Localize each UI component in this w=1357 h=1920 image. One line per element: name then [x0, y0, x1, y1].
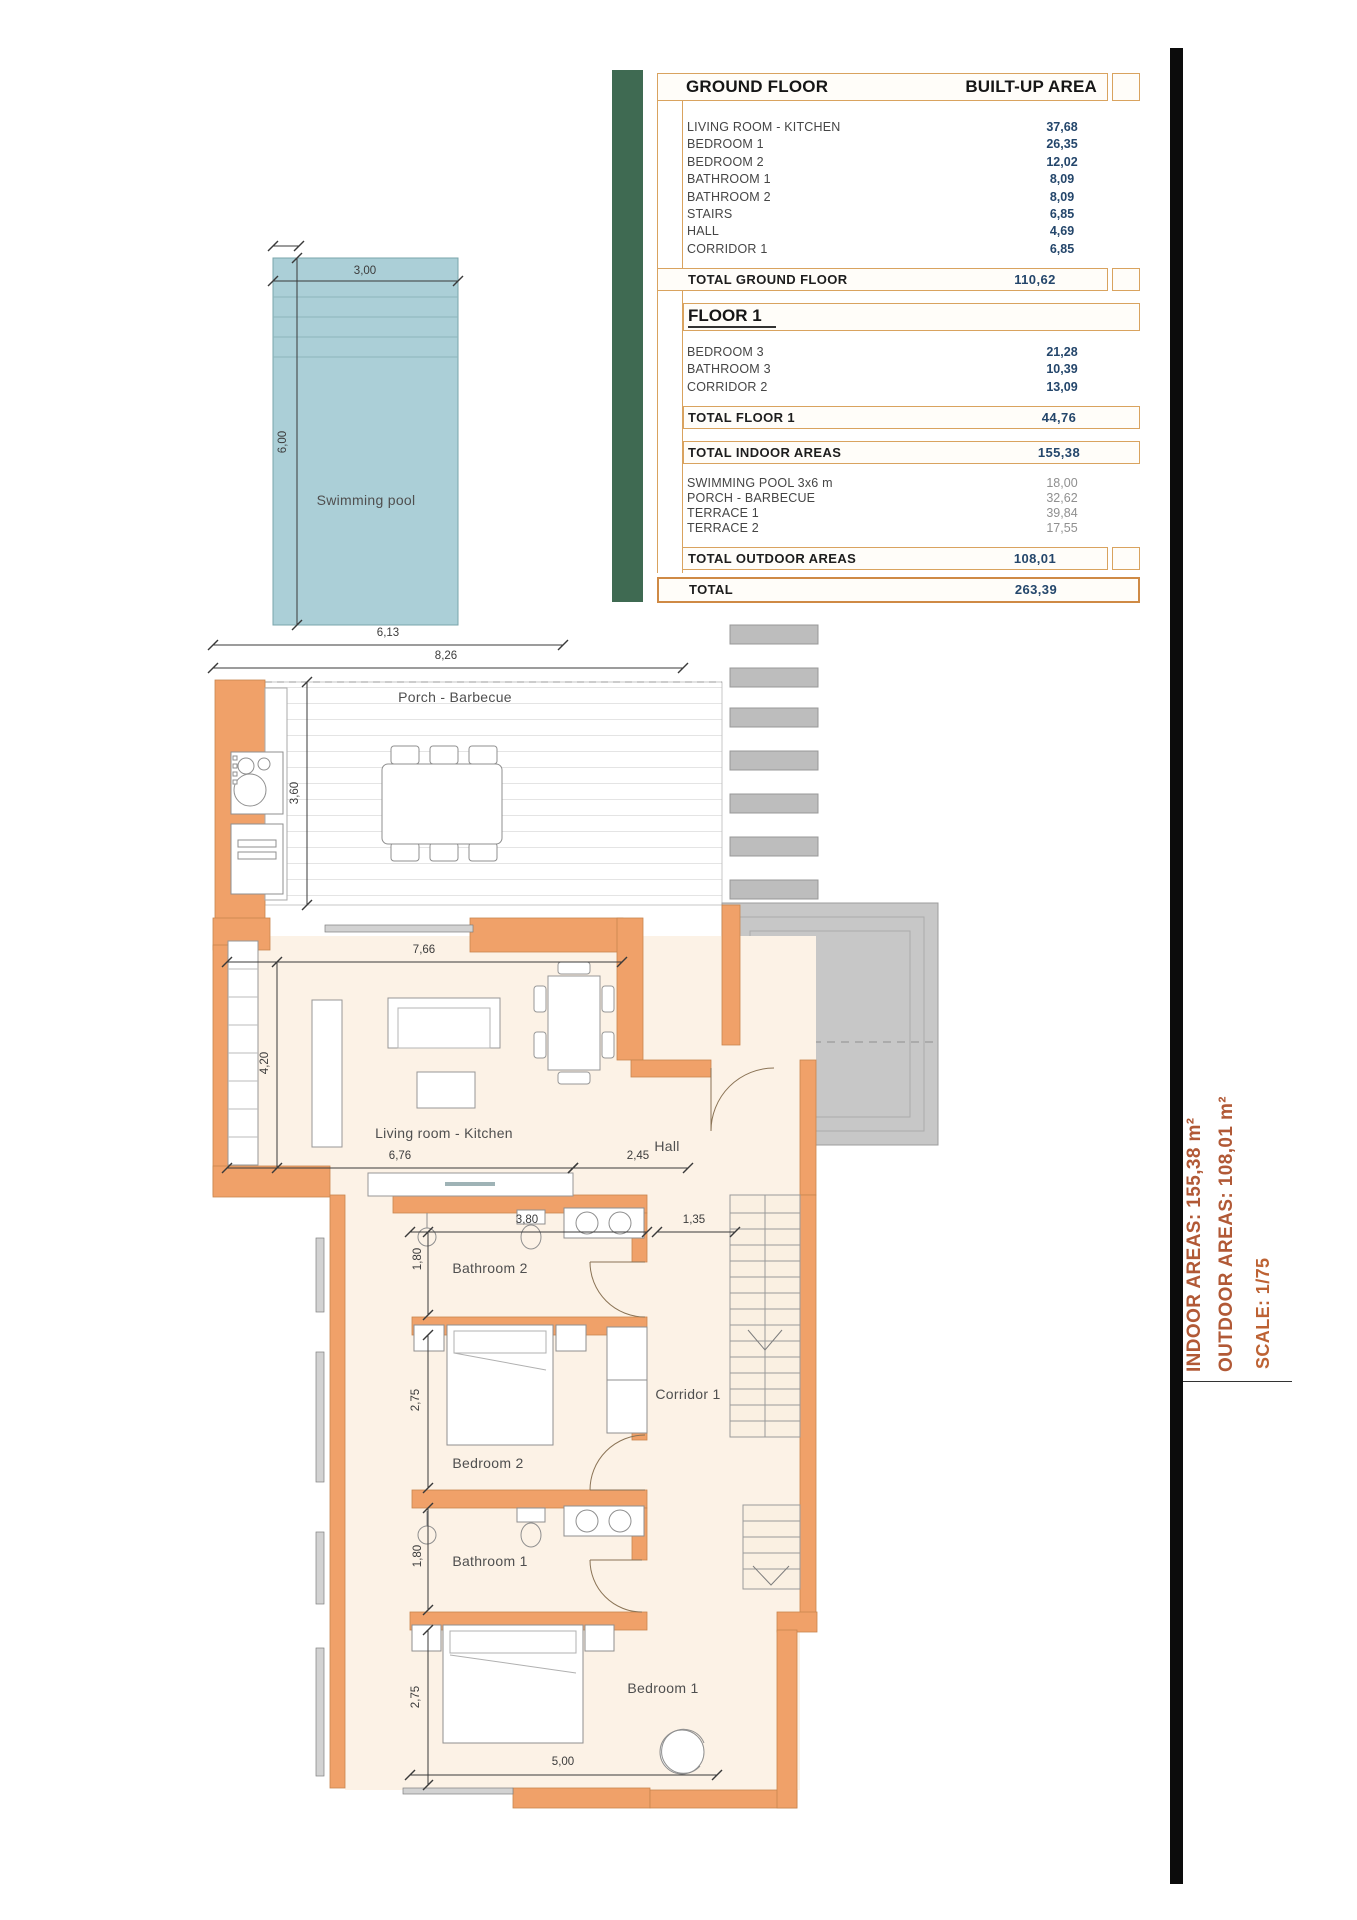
total-floor1-value: 44,76	[1041, 410, 1077, 425]
table-row	[687, 505, 1111, 521]
row-label: SWIMMING POOL 3x6 m	[687, 476, 833, 490]
table-row	[687, 119, 1111, 135]
dimension-label: 2,75	[410, 1685, 422, 1709]
grand-total-row	[657, 577, 1140, 603]
row-value: 13,09	[1046, 379, 1078, 394]
total-floor1-label: TOTAL FLOOR 1	[688, 410, 796, 425]
room-label: Bedroom 1	[627, 1680, 699, 1696]
table-row	[687, 520, 1111, 536]
room-label: Bathroom 2	[452, 1260, 528, 1276]
dimension-label: 8,26	[434, 650, 458, 662]
row-value: 18,00	[1046, 476, 1078, 490]
row-label: BEDROOM 1	[687, 137, 764, 152]
row-label: TERRACE 1	[687, 506, 759, 520]
exterior-steps	[730, 625, 818, 899]
room-label: Bedroom 2	[452, 1455, 524, 1471]
bed	[447, 1325, 553, 1445]
row-value: 8,09	[1049, 172, 1075, 187]
row-value: 21,28	[1046, 345, 1078, 359]
floor1-header	[683, 303, 1140, 331]
dimension-label: 2,75	[410, 1388, 422, 1412]
table-row	[687, 241, 1111, 257]
row-label: STAIRS	[687, 207, 733, 221]
scale-text: SCALE: 1/75	[1253, 1257, 1273, 1369]
dimension-label: 1,80	[412, 1247, 424, 1271]
total-outdoor-row	[682, 547, 1108, 570]
row-label: PORCH - BARBECUE	[687, 491, 816, 505]
grand-total-value: 263,39	[1014, 582, 1058, 597]
dimension-label: 6,00	[277, 430, 289, 454]
dimension-label: 7,66	[412, 944, 436, 956]
total-indoor-label: TOTAL INDOOR AREAS	[688, 445, 842, 460]
outdoor-areas-text: OUTDOOR AREAS: 108,01 m²	[1216, 1095, 1237, 1372]
table-row	[687, 154, 1111, 170]
total-ground-floor-row	[657, 268, 1108, 291]
dining-table	[548, 976, 600, 1070]
areas-table	[655, 60, 1145, 612]
floor1-title: FLOOR 1	[688, 306, 776, 328]
total-indoor-value: 155,38	[1037, 445, 1081, 460]
room-label: Swimming pool	[316, 492, 416, 508]
dimension-label: 1,80	[412, 1544, 424, 1568]
dimension-label: 1,35	[682, 1214, 706, 1226]
room-label: Hall	[654, 1138, 680, 1154]
table-row	[687, 490, 1111, 506]
swimming-pool	[273, 258, 458, 625]
table-row	[687, 361, 1111, 377]
room-label: Living room - Kitchen	[375, 1125, 513, 1141]
table-row	[687, 189, 1111, 205]
row-label: BEDROOM 2	[687, 154, 764, 169]
row-label: BATHROOM 3	[687, 362, 771, 377]
room-label: Corridor 1	[655, 1386, 721, 1402]
dimension-label: 3,80	[515, 1214, 539, 1226]
total-indoor-row	[683, 441, 1140, 464]
total-outdoor-value: 108,01	[1013, 551, 1057, 566]
porch-dining-set	[382, 746, 502, 861]
table-row	[687, 136, 1111, 152]
kitchen-island	[312, 1000, 342, 1147]
row-value: 32,62	[1046, 491, 1078, 505]
table-header-left: GROUND FLOOR	[686, 77, 829, 96]
row-label: BATHROOM 1	[687, 172, 771, 187]
dimension-label: 3,00	[353, 265, 377, 277]
table-header-right: BUILT-UP AREA	[965, 77, 1097, 96]
row-label: BATHROOM 2	[687, 189, 771, 204]
dimension-label: 5,00	[551, 1756, 575, 1768]
row-value: 26,35	[1046, 137, 1078, 152]
row-value: 12,02	[1046, 154, 1078, 169]
row-value: 8,09	[1049, 189, 1075, 204]
row-label: CORRIDOR 1	[687, 241, 768, 256]
row-value: 6,85	[1049, 207, 1075, 221]
total-ground-value: 110,62	[1014, 272, 1056, 287]
coffee-table	[417, 1072, 475, 1108]
indoor-areas-text: INDOOR AREAS: 155,38 m²	[1184, 1117, 1205, 1372]
row-label: TERRACE 2	[687, 521, 759, 535]
total-outdoor-end-box	[1112, 547, 1140, 570]
room-label: Bathroom 1	[452, 1553, 528, 1569]
grand-total-label: TOTAL	[689, 582, 734, 597]
header-end-box	[1112, 73, 1140, 101]
room-label: Porch - Barbecue	[398, 689, 512, 705]
total-ground-end-box	[1112, 268, 1140, 291]
dimension-label: 3,60	[289, 781, 301, 805]
table-row	[687, 206, 1111, 222]
total-ground-label: TOTAL GROUND FLOOR	[688, 272, 848, 287]
table-row	[687, 379, 1111, 395]
bed	[443, 1625, 583, 1743]
dimension-label: 4,20	[259, 1051, 271, 1075]
row-label: BEDROOM 3	[687, 345, 764, 359]
row-label: CORRIDOR 2	[687, 379, 768, 394]
dimension-label: 6,13	[376, 627, 400, 639]
window-porch-slider	[325, 925, 473, 932]
row-value: 39,84	[1046, 506, 1078, 520]
row-label: HALL	[687, 224, 720, 239]
row-value: 37,68	[1046, 120, 1078, 134]
row-value: 17,55	[1046, 521, 1078, 535]
table-row	[687, 171, 1111, 187]
row-value: 10,39	[1046, 362, 1078, 377]
row-value: 4,69	[1049, 224, 1075, 239]
table-header	[657, 73, 1108, 101]
total-floor1-row	[683, 406, 1140, 429]
table-row	[687, 223, 1111, 239]
row-label: LIVING ROOM - KITCHEN	[687, 120, 841, 134]
table-row	[687, 344, 1111, 360]
dimension-label: 6,76	[388, 1150, 412, 1162]
table-row	[687, 475, 1111, 491]
total-outdoor-label: TOTAL OUTDOOR AREAS	[688, 551, 857, 566]
bedroom2-furniture	[414, 1325, 647, 1445]
row-value: 6,85	[1049, 241, 1075, 256]
sofa	[388, 998, 500, 1048]
table-spine-outer	[657, 73, 658, 573]
dimension-label: 2,45	[626, 1150, 650, 1162]
